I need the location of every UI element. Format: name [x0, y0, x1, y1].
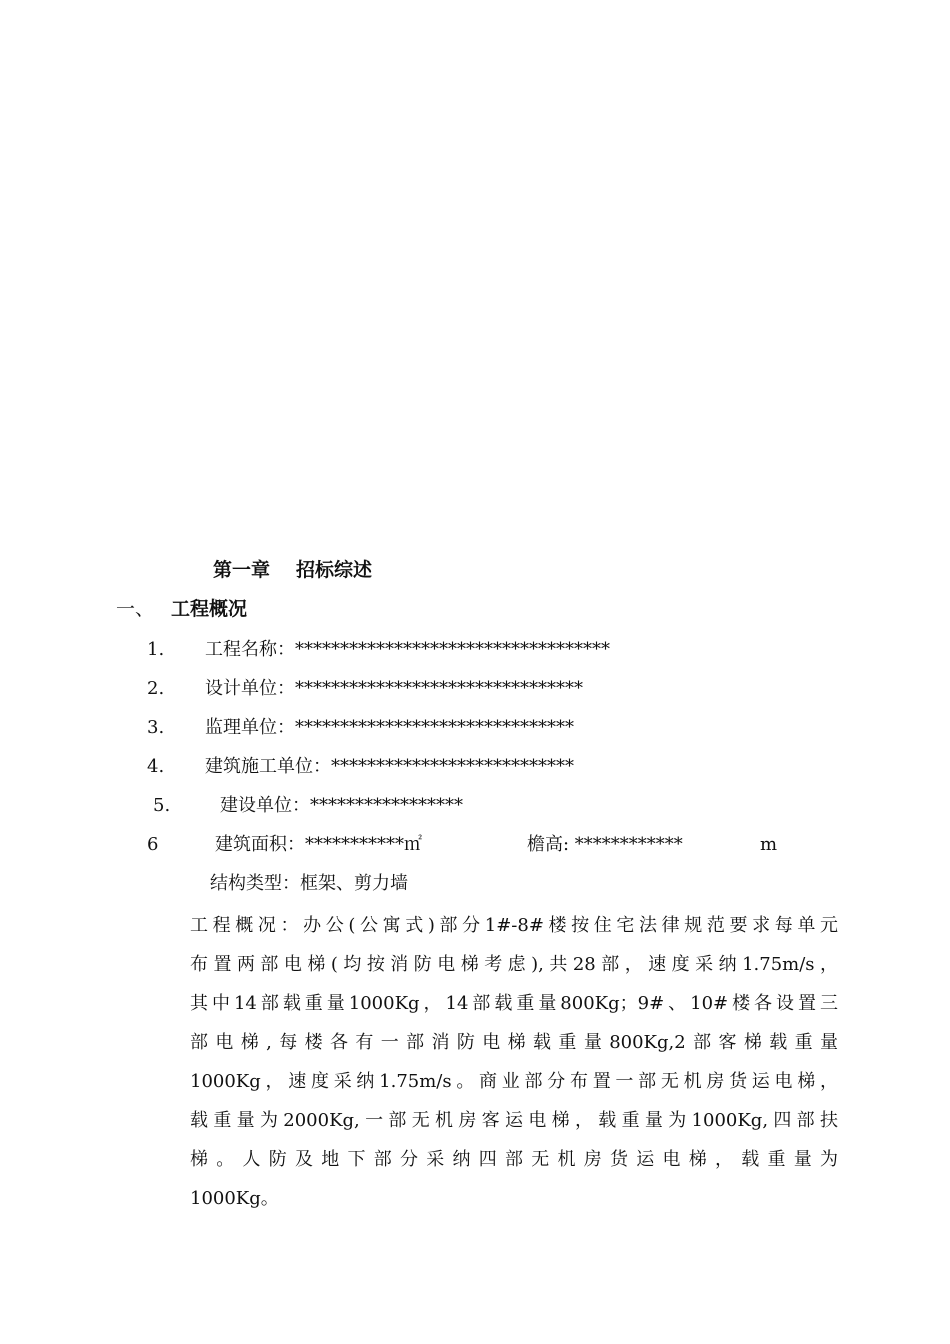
- paragraph-line-7: 梯。人防及地下部分采纳四部无机房货运电梯，载重量为: [190, 1149, 838, 1170]
- eaves-height-text: 檐高: ************: [527, 834, 683, 855]
- chapter-number: 第一章: [213, 559, 271, 581]
- section-number: 一、: [116, 598, 155, 620]
- paragraph-line-8: 1000Kg。: [190, 1188, 279, 1209]
- section-title: 工程概况: [171, 598, 248, 620]
- paragraph-line-5: 1000Kg，速度采纳1.75m/s。商业部分布置一部无机房货运电梯，: [190, 1071, 838, 1092]
- structure-type-text: 结构类型：框架、剪力墙: [210, 873, 408, 894]
- item-text-2: 设计单位：********************************: [205, 678, 583, 699]
- paragraph-line-3: 其中14部载重量1000Kg，14部载重量800Kg；9#、10#楼各设置三: [190, 993, 838, 1014]
- building-area-text: 建筑面积：***********㎡: [215, 834, 422, 855]
- item-text-1: 工程名称：***********************************: [205, 639, 610, 660]
- item-text-4: 建筑施工单位：***************************: [205, 756, 574, 777]
- item-text-3: 监理单位：*******************************: [205, 717, 574, 738]
- item-number-3: 3.: [147, 717, 165, 738]
- chapter-heading: [213, 557, 372, 583]
- item-number-4: 4.: [147, 756, 165, 777]
- paragraph-line-6: 载重量为2000Kg,一部无机房客运电梯，载重量为1000Kg,四部扶: [190, 1110, 838, 1131]
- paragraph-line-1: 工程概况：办公(公寓式)部分1#-8#楼按住宅法律规范要求每单元: [190, 915, 838, 936]
- item-number-2: 2.: [147, 678, 165, 699]
- chapter-title: 招标综述: [296, 559, 373, 581]
- item-number-6: 6: [147, 834, 159, 855]
- item-number-5: 5.: [153, 795, 171, 816]
- eaves-height-unit: m: [760, 834, 778, 855]
- item-number-1: 1.: [147, 639, 165, 660]
- paragraph-line-4: 部电梯,每楼各有一部消防电梯载重量800Kg,2部客梯载重量: [190, 1032, 838, 1053]
- project-overview-paragraph: [190, 906, 838, 1218]
- item-text-5: 建设单位：*****************: [220, 795, 463, 816]
- paragraph-line-2: 布置两部电梯(均按消防电梯考虑),共28部，速度采纳1.75m/s，: [190, 954, 838, 975]
